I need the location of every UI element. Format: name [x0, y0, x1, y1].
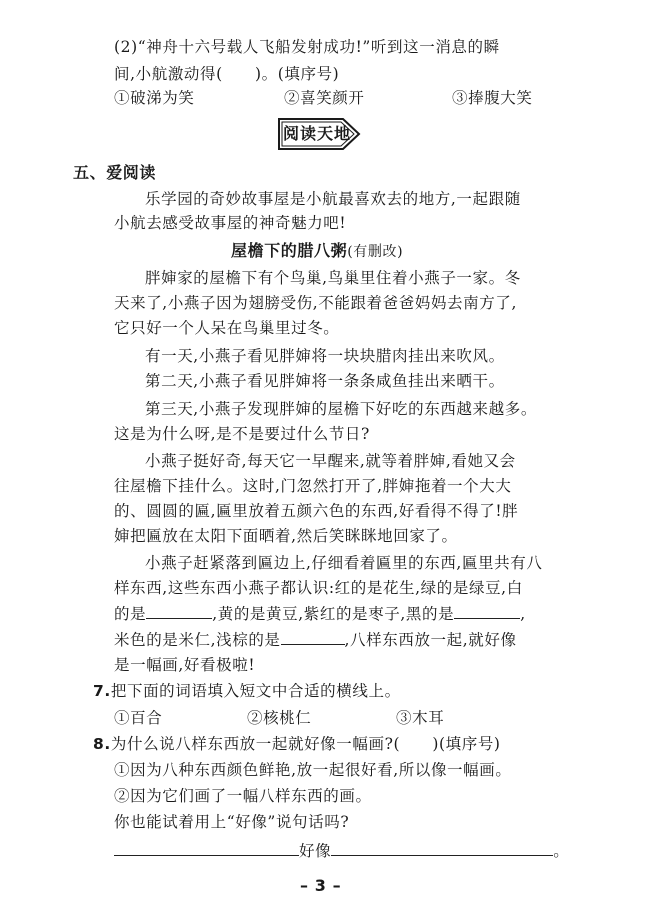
question-8-fill-row	[114, 841, 569, 861]
story-p6-line-1: 小燕子赶紧落到匾边上,仔细看着匾里的东西,匾里共有八	[145, 554, 543, 572]
story-p6-line-5: 是一幅画,好看极啦!	[114, 656, 256, 674]
answer-blank-right[interactable]	[331, 841, 553, 856]
reading-section-badge	[277, 117, 363, 151]
question-7	[93, 681, 401, 701]
question-7-option-3: ③木耳	[396, 709, 445, 727]
story-p6-line-3	[114, 604, 526, 624]
story-p3: 第二天,小燕子看见胖婶将一条条咸鱼挂出来晒干。	[145, 372, 505, 390]
story-title: 屋檐下的腊八粥	[231, 241, 348, 260]
story-p6-line-2: 样东西,这些东西小燕子都认识:红的是花生,绿的是绿豆,白	[114, 579, 523, 597]
section-5-intro-line-2: 小航去感受故事屋的神奇魅力吧!	[114, 214, 347, 232]
question-6-2-option-3: ③捧腹大笑	[452, 89, 533, 107]
story-p6-line-3-c: ,	[520, 605, 526, 623]
page-number: – 3 –	[300, 876, 342, 895]
question-8-text: 为什么说八样东西放一起就好像一幅画?( )(填序号)	[110, 735, 501, 753]
story-p6-line-4	[114, 630, 517, 650]
question-6-2-line-2: 间,小航激动得( )。(填序号)	[114, 65, 340, 83]
answer-blank-left[interactable]	[114, 841, 299, 856]
fill-word: 好像	[299, 842, 332, 860]
question-7-text: 把下面的词语填入短文中合适的横线上。	[110, 682, 401, 700]
fill-end: 。	[553, 842, 570, 860]
story-p5-line-3: 的、圆圆的匾,匾里放着五颜六色的东西,好看得不得了!胖	[114, 502, 519, 520]
question-7-option-2: ②核桃仁	[247, 709, 312, 727]
story-p6-line-3-b: ,黄的是黄豆,紫红的是枣子,黑的是	[212, 605, 455, 623]
section-5-intro-line-1: 乐学园的奇妙故事屋是小航最喜欢去的地方,一起跟随	[145, 190, 521, 208]
story-p5-line-1: 小燕子挺好奇,每天它一早醒来,就等着胖婶,看她又会	[145, 452, 516, 470]
story-p1-line-3: 它只好一个人呆在鸟巢里过冬。	[114, 319, 340, 337]
question-6-2-option-2: ②喜笑颜开	[284, 89, 365, 107]
question-8-option-2: ②因为它们画了一幅八样东西的画。	[114, 787, 372, 805]
story-p2: 有一天,小燕子看见胖婶将一块块腊肉挂出来吹风。	[145, 347, 505, 365]
story-p6-line-3-a: 的是	[114, 605, 147, 623]
story-title-row	[231, 241, 403, 262]
blank-3[interactable]	[281, 630, 345, 645]
story-title-note: (有删改)	[347, 244, 404, 260]
story-p1-line-2: 天来了,小燕子因为翅膀受伤,不能跟着爸爸妈妈去南方了,	[114, 294, 517, 312]
question-7-option-1: ①百合	[114, 709, 163, 727]
question-6-2-line-1: (2)“神舟十六号载人飞船发射成功!”听到这一消息的瞬	[114, 38, 500, 56]
badge-label: 阅读天地	[282, 124, 351, 143]
story-p5-line-4: 婶把匾放在太阳下面晒着,然后笑眯眯地回家了。	[114, 527, 458, 545]
question-7-number: 7.	[93, 682, 111, 700]
question-8-number: 8.	[93, 735, 111, 753]
story-p6-line-4-b: ,八样东西放一起,就好像	[344, 631, 517, 649]
story-p6-line-4-a: 米色的是米仁,浅棕的是	[114, 631, 281, 649]
question-8	[93, 734, 501, 754]
blank-1[interactable]	[146, 604, 212, 619]
question-8-option-1: ①因为八种东西颜色鲜艳,放一起很好看,所以像一幅画。	[114, 761, 512, 779]
story-p4-line-1: 第三天,小燕子发现胖婶的屋檐下好吃的东西越来越多。	[145, 400, 537, 418]
story-p4-line-2: 这是为什么呀,是不是要过什么节日?	[114, 425, 370, 443]
story-p5-line-2: 往屋檐下挂什么。这时,门忽然打开了,胖婶拖着一个大大	[114, 477, 512, 495]
question-6-2-option-1: ①破涕为笑	[114, 89, 195, 107]
story-p1-line-1: 胖婶家的屋檐下有个鸟巢,鸟巢里住着小燕子一家。冬	[145, 269, 521, 287]
question-8-prompt: 你也能试着用上“好像”说句话吗?	[114, 813, 350, 831]
blank-2[interactable]	[454, 604, 520, 619]
section-5-heading: 五、爱阅读	[73, 163, 157, 182]
